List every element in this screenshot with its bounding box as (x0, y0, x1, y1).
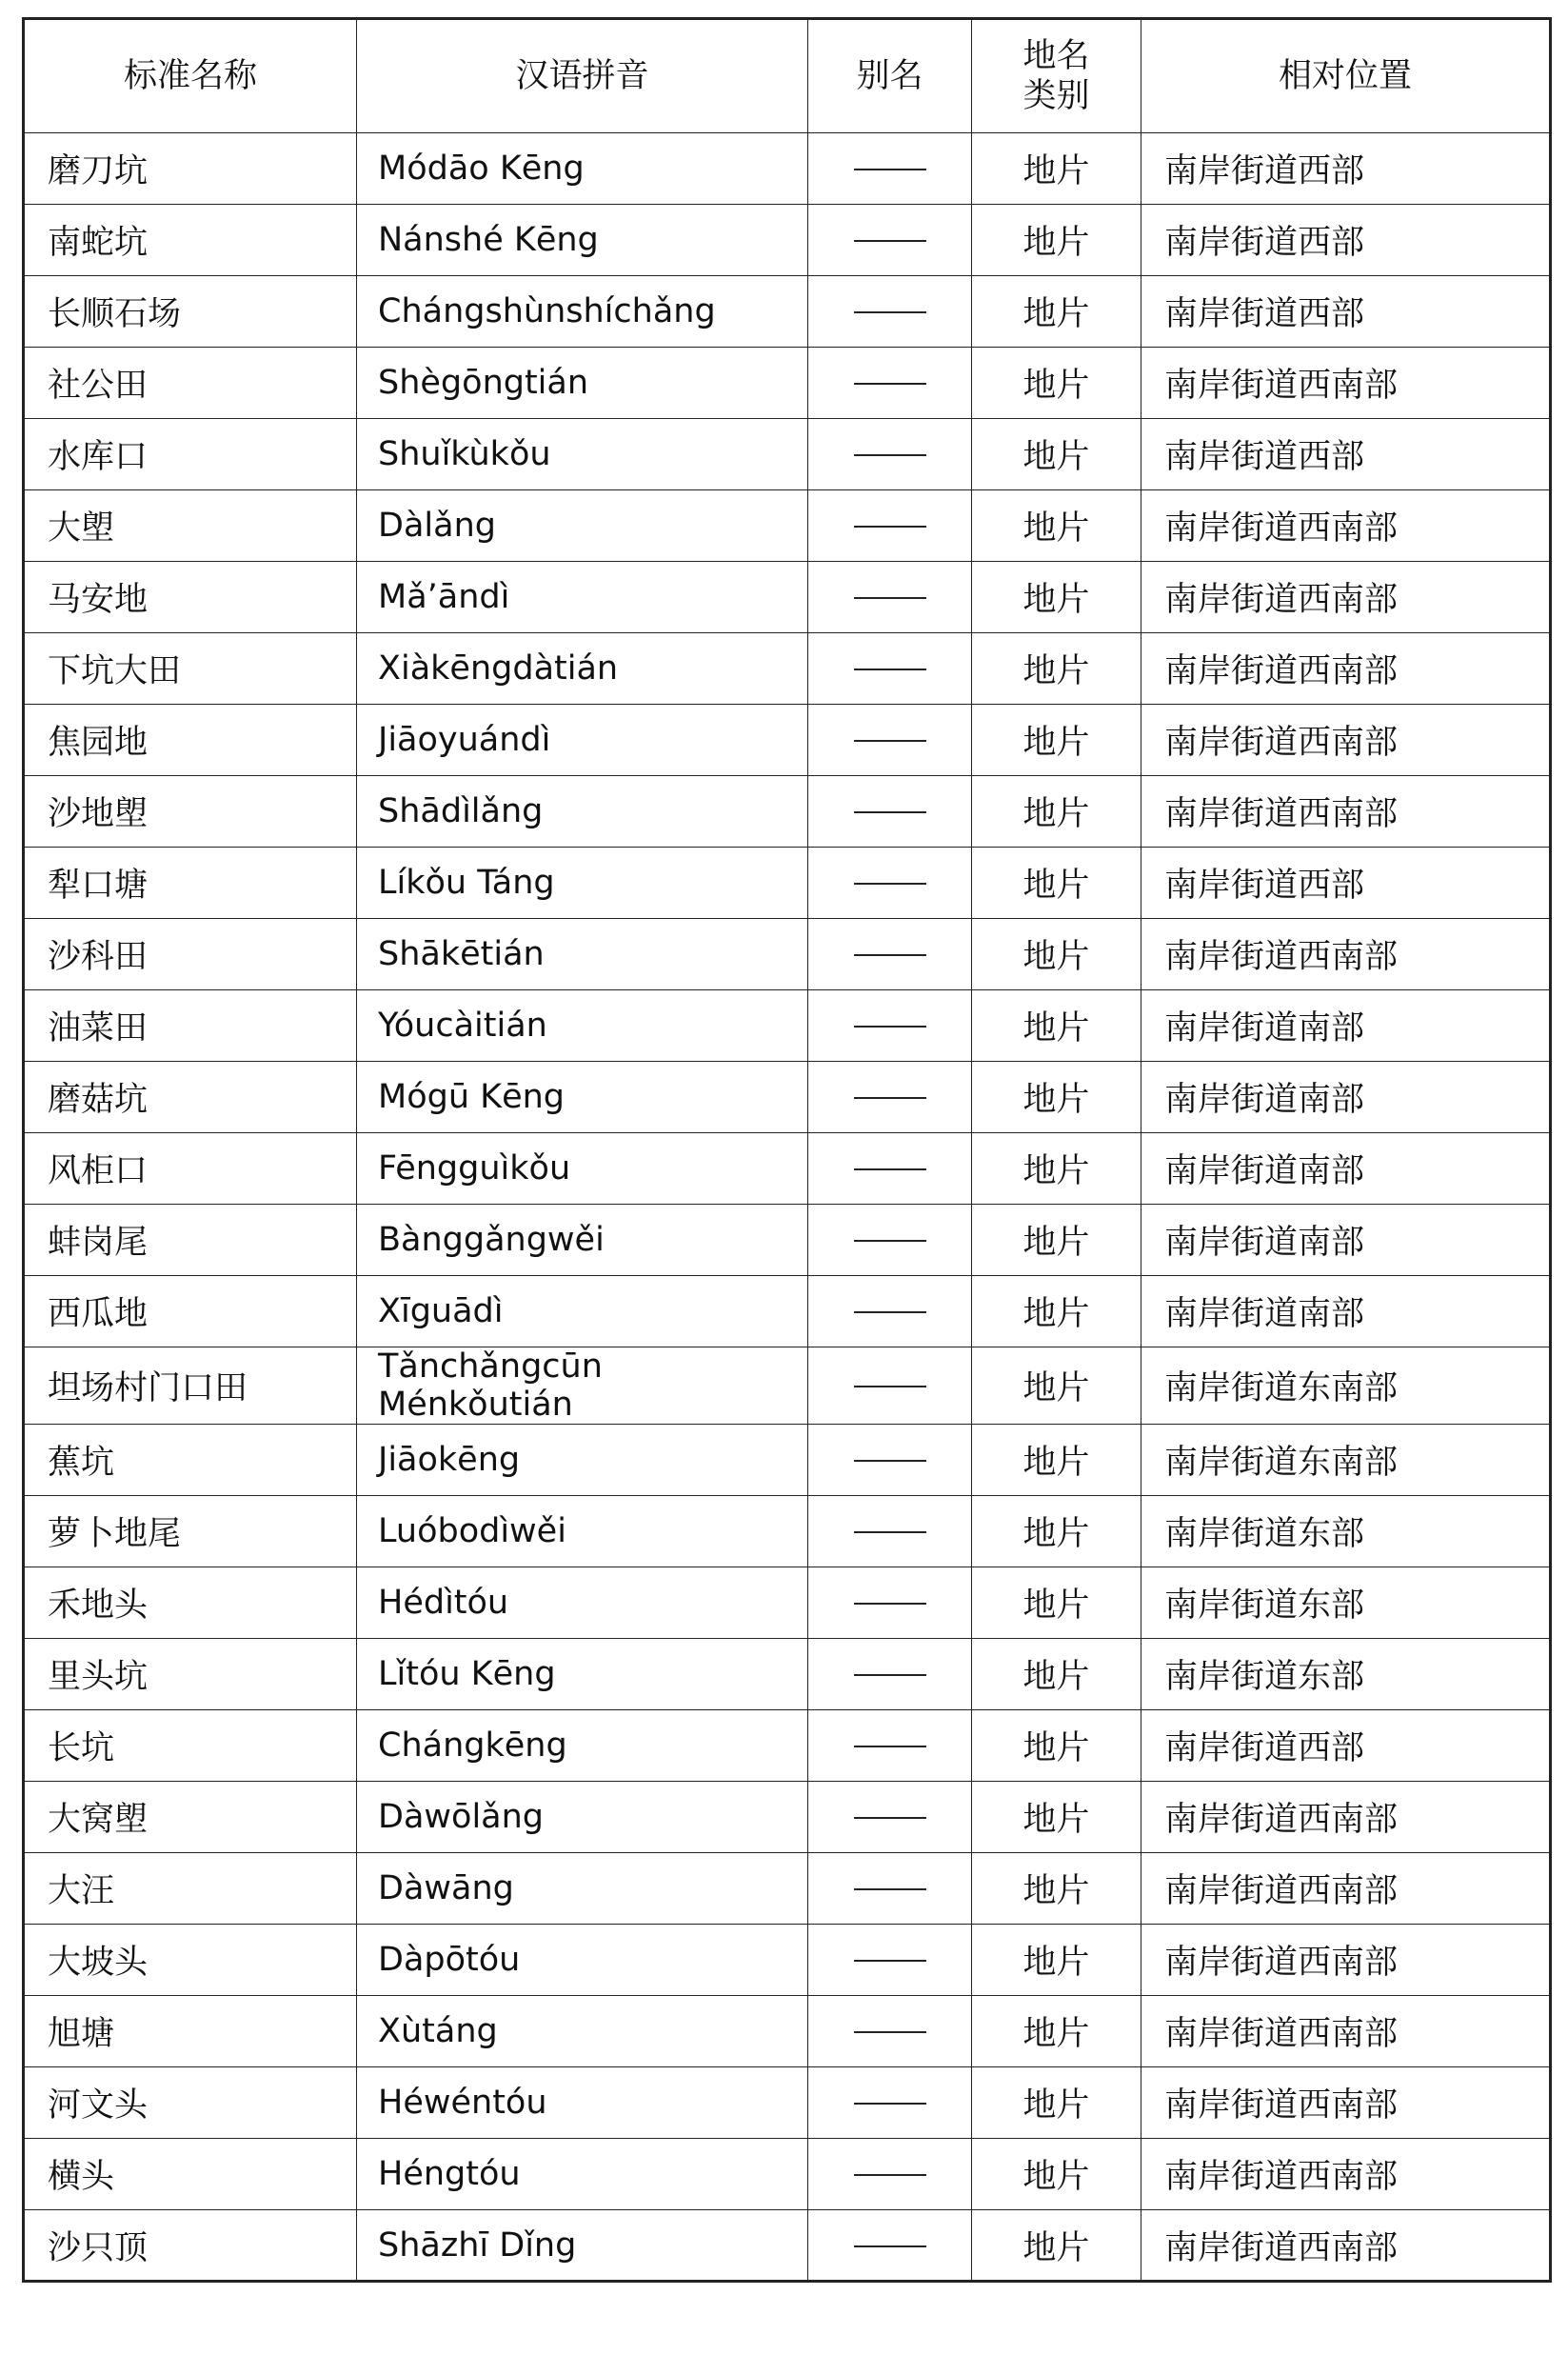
table-header (24, 19, 1551, 133)
cell-pinyin: Lǐtóu Kēng (357, 1639, 808, 1710)
alias-dash (854, 1603, 926, 1605)
cell-pinyin: Bànggǎngwěi (357, 1205, 808, 1276)
cell-type: 地片 (972, 562, 1141, 633)
cell-type: 地片 (972, 2067, 1141, 2139)
cell-pinyin: Chángshùnshíchǎng (357, 276, 808, 348)
cell-type: 地片 (972, 2139, 1141, 2210)
cell-standard-name: 蚌岗尾 (24, 1205, 357, 1276)
cell-standard-name: 长坑 (24, 1710, 357, 1782)
table-row (24, 848, 1551, 919)
cell-relative-position: 南岸街道西部 (1141, 133, 1551, 205)
cell-relative-position: 南岸街道西南部 (1141, 1996, 1551, 2067)
cell-pinyin: Luóbodìwěi (357, 1496, 808, 1567)
table-row (24, 1996, 1551, 2067)
cell-pinyin: Tǎnchǎngcūn Ménkǒutián (357, 1347, 808, 1425)
cell-alias (808, 1425, 972, 1496)
alias-dash (854, 1026, 926, 1028)
alias-dash (854, 1311, 926, 1313)
cell-type: 地片 (972, 919, 1141, 990)
cell-alias (808, 633, 972, 705)
cell-pinyin: Yóucàitián (357, 990, 808, 1062)
cell-pinyin: Nánshé Kēng (357, 205, 808, 276)
cell-pinyin: Dàwāng (357, 1853, 808, 1925)
cell-pinyin: Dàwōlǎng (357, 1782, 808, 1853)
cell-standard-name: 下坑大田 (24, 633, 357, 705)
cell-type: 地片 (972, 1347, 1141, 1425)
cell-pinyin: Mógū Kēng (357, 1062, 808, 1133)
cell-alias (808, 776, 972, 848)
cell-standard-name: 南蛇坑 (24, 205, 357, 276)
cell-alias (808, 2139, 972, 2210)
cell-alias (808, 1710, 972, 1782)
cell-relative-position: 南岸街道西部 (1141, 848, 1551, 919)
cell-type: 地片 (972, 1133, 1141, 1205)
cell-type: 地片 (972, 2210, 1141, 2282)
table-row (24, 1567, 1551, 1639)
alias-dash (854, 1888, 926, 1890)
place-name-table-container (22, 17, 1549, 2283)
cell-alias (808, 2067, 972, 2139)
cell-pinyin: Chángkēng (357, 1710, 808, 1782)
alias-dash (854, 740, 926, 742)
cell-type: 地片 (972, 1567, 1141, 1639)
cell-alias (808, 490, 972, 562)
cell-standard-name: 旭塘 (24, 1996, 357, 2067)
cell-alias (808, 2210, 972, 2282)
cell-alias (808, 276, 972, 348)
cell-standard-name: 萝卜地尾 (24, 1496, 357, 1567)
alias-dash (854, 669, 926, 670)
table-row (24, 419, 1551, 490)
cell-alias (808, 1276, 972, 1347)
table-row (24, 990, 1551, 1062)
table-body (24, 133, 1551, 2282)
header-pinyin: 汉语拼音 (357, 19, 808, 133)
header-alias: 别名 (808, 19, 972, 133)
cell-relative-position: 南岸街道东部 (1141, 1496, 1551, 1567)
table-row (24, 1710, 1551, 1782)
header-standard-name: 标准名称 (24, 19, 357, 133)
alias-dash (854, 811, 926, 813)
table-row (24, 1425, 1551, 1496)
cell-pinyin: Dàlǎng (357, 490, 808, 562)
cell-pinyin: Xīguādì (357, 1276, 808, 1347)
cell-relative-position: 南岸街道西南部 (1141, 1782, 1551, 1853)
cell-type: 地片 (972, 990, 1141, 1062)
cell-relative-position: 南岸街道西南部 (1141, 2067, 1551, 2139)
cell-type: 地片 (972, 205, 1141, 276)
alias-dash (854, 2174, 926, 2176)
cell-standard-name: 大汪 (24, 1853, 357, 1925)
alias-dash (854, 169, 926, 170)
cell-pinyin: Shādìlǎng (357, 776, 808, 848)
cell-relative-position: 南岸街道西南部 (1141, 1853, 1551, 1925)
table-row (24, 1782, 1551, 1853)
cell-relative-position: 南岸街道南部 (1141, 1205, 1551, 1276)
cell-standard-name: 马安地 (24, 562, 357, 633)
cell-type: 地片 (972, 1639, 1141, 1710)
cell-standard-name: 里头坑 (24, 1639, 357, 1710)
table-row (24, 562, 1551, 633)
cell-relative-position: 南岸街道西部 (1141, 205, 1551, 276)
cell-relative-position: 南岸街道西南部 (1141, 562, 1551, 633)
table-row (24, 2067, 1551, 2139)
cell-pinyin: Líkǒu Táng (357, 848, 808, 919)
cell-relative-position: 南岸街道东部 (1141, 1567, 1551, 1639)
cell-type: 地片 (972, 848, 1141, 919)
cell-alias (808, 1133, 972, 1205)
cell-type: 地片 (972, 348, 1141, 419)
cell-type: 地片 (972, 1996, 1141, 2067)
cell-type: 地片 (972, 1205, 1141, 1276)
cell-relative-position: 南岸街道西南部 (1141, 633, 1551, 705)
cell-alias (808, 133, 972, 205)
cell-relative-position: 南岸街道西南部 (1141, 776, 1551, 848)
cell-pinyin: Fēngguìkǒu (357, 1133, 808, 1205)
cell-alias (808, 1062, 972, 1133)
cell-alias (808, 1639, 972, 1710)
cell-standard-name: 磨刀坑 (24, 133, 357, 205)
cell-alias (808, 990, 972, 1062)
cell-relative-position: 南岸街道南部 (1141, 1133, 1551, 1205)
table-row (24, 705, 1551, 776)
alias-dash (854, 311, 926, 313)
cell-alias (808, 1996, 972, 2067)
header-type-line2: 类别 (1022, 77, 1090, 115)
cell-type: 地片 (972, 1853, 1141, 1925)
cell-pinyin: Héngtóu (357, 2139, 808, 2210)
cell-type: 地片 (972, 705, 1141, 776)
cell-standard-name: 沙只顶 (24, 2210, 357, 2282)
alias-dash (854, 1240, 926, 1242)
cell-type: 地片 (972, 633, 1141, 705)
cell-alias (808, 1205, 972, 1276)
cell-pinyin: Hédìtóu (357, 1567, 808, 1639)
cell-type: 地片 (972, 1276, 1141, 1347)
cell-alias (808, 348, 972, 419)
alias-dash (854, 383, 926, 385)
cell-pinyin: Xiàkēngdàtián (357, 633, 808, 705)
table-row (24, 1925, 1551, 1996)
place-name-table (22, 17, 1552, 2283)
table-row (24, 1496, 1551, 1567)
header-relative-position: 相对位置 (1141, 19, 1551, 133)
alias-dash (854, 1746, 926, 1747)
cell-relative-position: 南岸街道西部 (1141, 1710, 1551, 1782)
cell-standard-name: 沙科田 (24, 919, 357, 990)
cell-standard-name: 坦场村门口田 (24, 1347, 357, 1425)
table-row (24, 1276, 1551, 1347)
cell-type: 地片 (972, 1496, 1141, 1567)
alias-dash (854, 1097, 926, 1099)
cell-type: 地片 (972, 276, 1141, 348)
cell-standard-name: 油菜田 (24, 990, 357, 1062)
alias-dash (854, 1531, 926, 1533)
cell-pinyin: Shāzhī Dǐng (357, 2210, 808, 2282)
cell-standard-name: 西瓜地 (24, 1276, 357, 1347)
alias-dash (854, 1460, 926, 1462)
cell-relative-position: 南岸街道南部 (1141, 990, 1551, 1062)
cell-type: 地片 (972, 1062, 1141, 1133)
alias-dash (854, 454, 926, 456)
table-row (24, 776, 1551, 848)
alias-dash (854, 1960, 926, 1962)
cell-type: 地片 (972, 1425, 1141, 1496)
cell-relative-position: 南岸街道东部 (1141, 1639, 1551, 1710)
table-row (24, 1133, 1551, 1205)
cell-pinyin: Xùtáng (357, 1996, 808, 2067)
alias-dash (854, 1817, 926, 1819)
table-row (24, 490, 1551, 562)
table-row (24, 1347, 1551, 1425)
cell-type: 地片 (972, 1710, 1141, 1782)
cell-alias (808, 205, 972, 276)
cell-relative-position: 南岸街道西南部 (1141, 490, 1551, 562)
cell-standard-name: 横头 (24, 2139, 357, 2210)
cell-standard-name: 长顺石场 (24, 276, 357, 348)
cell-alias (808, 562, 972, 633)
header-type-line1: 地名 (1022, 37, 1090, 75)
cell-pinyin: Shègōngtián (357, 348, 808, 419)
cell-relative-position: 南岸街道西南部 (1141, 348, 1551, 419)
table-row (24, 348, 1551, 419)
cell-relative-position: 南岸街道东南部 (1141, 1347, 1551, 1425)
header-type (972, 19, 1141, 133)
cell-standard-name: 社公田 (24, 348, 357, 419)
cell-alias (808, 1925, 972, 1996)
cell-standard-name: 禾地头 (24, 1567, 357, 1639)
alias-dash (854, 597, 926, 599)
cell-alias (808, 419, 972, 490)
table-row (24, 133, 1551, 205)
cell-type: 地片 (972, 490, 1141, 562)
cell-type: 地片 (972, 776, 1141, 848)
table-row (24, 205, 1551, 276)
cell-relative-position: 南岸街道西南部 (1141, 705, 1551, 776)
cell-relative-position: 南岸街道西南部 (1141, 1925, 1551, 1996)
cell-pinyin: Dàpōtóu (357, 1925, 808, 1996)
table-row (24, 1853, 1551, 1925)
cell-relative-position: 南岸街道南部 (1141, 1276, 1551, 1347)
alias-dash (854, 1674, 926, 1676)
cell-alias (808, 1853, 972, 1925)
cell-pinyin: Mǎ’āndì (357, 562, 808, 633)
cell-relative-position: 南岸街道西南部 (1141, 2139, 1551, 2210)
cell-pinyin: Módāo Kēng (357, 133, 808, 205)
cell-standard-name: 大窝塱 (24, 1782, 357, 1853)
cell-pinyin: Jiāoyuándì (357, 705, 808, 776)
alias-dash (854, 526, 926, 528)
cell-standard-name: 焦园地 (24, 705, 357, 776)
cell-relative-position: 南岸街道南部 (1141, 1062, 1551, 1133)
table-row (24, 1639, 1551, 1710)
alias-dash (854, 240, 926, 242)
cell-relative-position: 南岸街道西部 (1141, 419, 1551, 490)
table-row (24, 276, 1551, 348)
alias-dash (854, 954, 926, 956)
table-row (24, 919, 1551, 990)
cell-standard-name: 大塱 (24, 490, 357, 562)
cell-alias (808, 1782, 972, 1853)
cell-alias (808, 705, 972, 776)
cell-type: 地片 (972, 1782, 1141, 1853)
table-row (24, 2210, 1551, 2282)
cell-alias (808, 848, 972, 919)
table-row (24, 2139, 1551, 2210)
cell-relative-position: 南岸街道西南部 (1141, 2210, 1551, 2282)
alias-dash (854, 1386, 926, 1387)
cell-standard-name: 风柜口 (24, 1133, 357, 1205)
cell-pinyin: Shākētián (357, 919, 808, 990)
cell-pinyin: Héwéntóu (357, 2067, 808, 2139)
cell-pinyin: Shuǐkùkǒu (357, 419, 808, 490)
cell-standard-name: 河文头 (24, 2067, 357, 2139)
cell-alias (808, 919, 972, 990)
cell-type: 地片 (972, 133, 1141, 205)
cell-standard-name: 沙地塱 (24, 776, 357, 848)
cell-relative-position: 南岸街道西部 (1141, 276, 1551, 348)
cell-alias (808, 1567, 972, 1639)
alias-dash (854, 2103, 926, 2105)
cell-type: 地片 (972, 419, 1141, 490)
table-row (24, 1205, 1551, 1276)
cell-standard-name: 磨菇坑 (24, 1062, 357, 1133)
cell-standard-name: 水库口 (24, 419, 357, 490)
cell-standard-name: 大坡头 (24, 1925, 357, 1996)
alias-dash (854, 2245, 926, 2247)
cell-alias (808, 1496, 972, 1567)
cell-standard-name: 犁口塘 (24, 848, 357, 919)
cell-relative-position: 南岸街道西南部 (1141, 919, 1551, 990)
table-row (24, 1062, 1551, 1133)
cell-relative-position: 南岸街道东南部 (1141, 1425, 1551, 1496)
cell-alias (808, 1347, 972, 1425)
alias-dash (854, 883, 926, 885)
alias-dash (854, 1168, 926, 1170)
cell-pinyin: Jiāokēng (357, 1425, 808, 1496)
alias-dash (854, 2031, 926, 2033)
header-row (24, 19, 1551, 133)
table-row (24, 633, 1551, 705)
cell-type: 地片 (972, 1925, 1141, 1996)
cell-standard-name: 蕉坑 (24, 1425, 357, 1496)
